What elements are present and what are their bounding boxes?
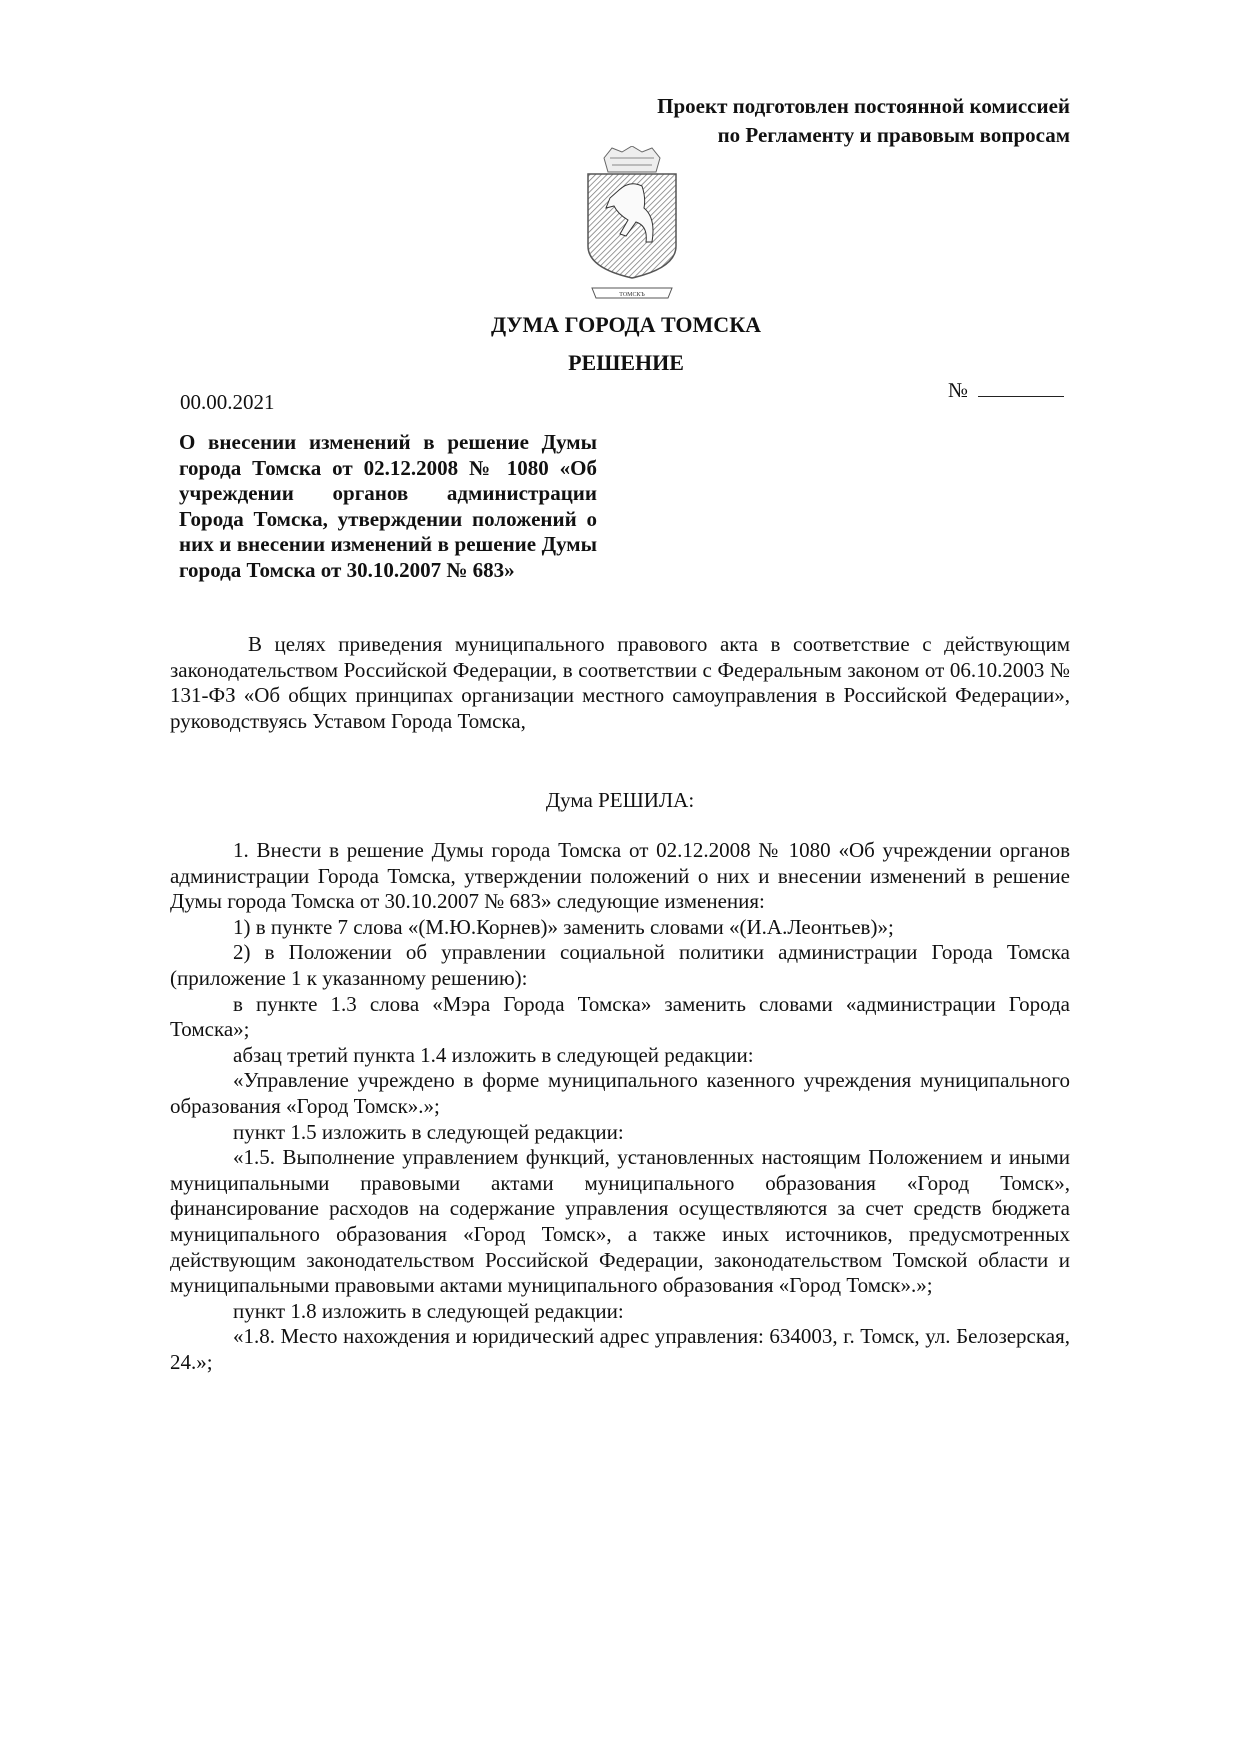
prepared-by-line-2: по Регламенту и правовым вопросам <box>717 123 1070 147</box>
tomsk-coat-of-arms-icon <box>584 146 680 306</box>
emblem-ribbon-text: ТОМСКЪ <box>619 292 645 298</box>
prepared-by-line-1: Проект подготовлен постоянной комиссией <box>657 94 1070 118</box>
paragraph-6: «Управление учреждено в форме муниципального казенного учреждения муниципального образования «Город Томск».»; <box>170 1068 1070 1118</box>
paragraph-4: в пункте 1.3 слова «Мэра Города Томска» заменить словами «администрации Города Томска»; <box>170 991 1070 1042</box>
decision-number <box>948 378 1064 403</box>
decision-date: 00.00.2021 <box>180 390 275 414</box>
number-blank <box>978 396 1064 397</box>
number-label: № <box>948 378 969 402</box>
paragraph-3: 2) в Положении об управлении социальной политики администрации Города Томска (приложение 1 к указанному решению): <box>170 940 1070 990</box>
paragraph-7: пункт 1.5 изложить в следующей редакции: <box>233 1119 624 1144</box>
paragraph-5: абзац третий пункта 1.4 изложить в следующей редакции: <box>233 1042 754 1067</box>
preamble <box>170 632 1070 734</box>
prepared-by-note <box>657 92 1070 150</box>
org-name: ДУМА ГОРОДА ТОМСКА <box>490 312 762 337</box>
decision-body <box>170 838 1070 1375</box>
decision-title: О внесении изменений в решение Думы города Томска от 02.12.2008 № 1080 «Об учреждении органов администрации Города Томска, утверждении положений о них и внесении изменений в решение Думы города Томска от 30.10.2007 № 683» <box>179 430 597 582</box>
paragraph-1: 1. Внести в решение Думы города Томска от 02.12.2008 № 1080 «Об учреждении органов администрации Города Томска, утверждении положений о них и внесении изменений в решение Думы города Томска от 30.10.2007 № 683» следующие изменения: <box>170 838 1070 914</box>
doc-type: РЕШЕНИЕ <box>568 350 684 375</box>
resolved-heading: Дума РЕШИЛА: <box>545 788 695 812</box>
paragraph-9: пункт 1.8 изложить в следующей редакции: <box>233 1298 624 1323</box>
paragraph-10: «1.8. Место нахождения и юридический адрес управления: 634003, г. Томск, ул. Белозерская, 24.»; <box>170 1324 1070 1374</box>
paragraph-2: 1) в пункте 7 слова «(М.Ю.Корнев)» заменить словами «(И.А.Леонтьев)»; <box>233 914 894 939</box>
preamble-text: В целях приведения муниципального правового акта в соответствие с действующим законодательством Российской Федерации, в соответствии с Федеральным законом от 06.10.2003 № 131-ФЗ «Об общих принципах организации местного самоуправления в Российской Федерации», руководствуясь Уставом Города Томска, <box>170 632 1070 733</box>
paragraph-8: «1.5. Выполнение управлением функций, установленных настоящим Положением и иными муниципальными правовыми актами муниципального образования «Город Томск», финансирование расходов на содержание управления осуществляются за счет средств бюджета муниципального образования «Город Томск», а также иных источников, предусмотренных действующим законодательством Российской Федерации, законодательством Томской области и муниципальными правовыми актами муниципального образования «Город Томск».»; <box>170 1145 1070 1298</box>
